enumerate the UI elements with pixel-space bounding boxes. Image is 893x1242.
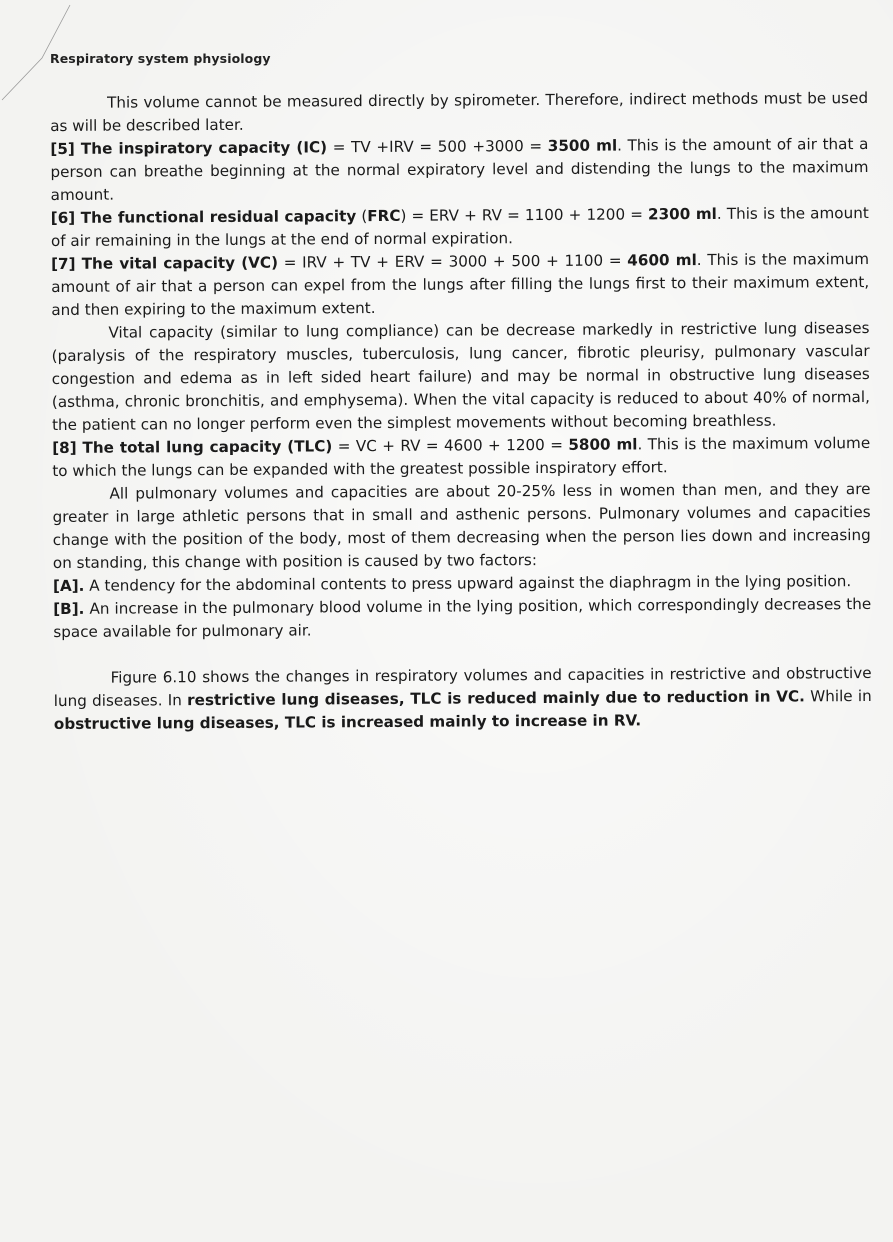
tlc-result: 5800 ml (568, 435, 638, 454)
frc-abbr: FRC (367, 206, 401, 226)
factor-a-label: [A]. (52, 576, 85, 595)
factor-b-label: [B]. (53, 599, 85, 618)
factor-b-text: An increase in the pulmonary blood volume in the lying position, which correspondingly decreases the space available for pulmonary air. (53, 594, 872, 641)
ic-description: . This is the amount of air that a person can breathe beginning at the normal expiratory level and distending the lungs to the maximum amount. (50, 135, 869, 204)
tlc-label: [8] The total lung capacity (TLC) (52, 437, 333, 457)
running-header: Respiratory system physiology (50, 51, 271, 66)
paragraph-total-lung-capacity (52, 432, 870, 483)
tlc-description: . This is the maximum volume to which the lungs can be expanded with the greatest possible inspiratory effort. (52, 433, 871, 480)
figure-ref-restrictive: restrictive lung diseases, TLC is reduced mainly due to reduction in VC. (187, 687, 805, 710)
paragraph-volumes-gender-position: All pulmonary volumes and capacities are about 20-25% less in women than men, and they are greater in large athletic persons that in small and asthenic persons. Pulmonary volumes and capacities change with the position of the body, most of them decreasing when the person lies down and increasing on standing, this change with position is caused by two factors: (52, 479, 871, 572)
frc-abbr-open: ( (356, 207, 368, 226)
document-body (50, 87, 872, 736)
paragraph-inspiratory-capacity (50, 133, 868, 207)
tlc-equation: = VC + RV = 4600 + 1200 = (332, 435, 569, 456)
frc-description: . This is the amount of air remaining in the lungs at the end of normal expiration. (50, 204, 869, 250)
figure-ref-intro: Figure 6.10 shows the changes in respiratory volumes and capacities in restrictive and obstructive lung diseases. In (53, 663, 872, 710)
ic-result: 3500 ml (547, 136, 618, 155)
paragraph-vc-diseases: Vital capacity (similar to lung compliance) can be decrease markedly in restrictive lung diseases (paralysis of the respiratory muscles, tuberculosis, lung cancer, fibrotic pleurisy, pulmonary vascular congestion and edema as in left sided heart failure) and may be normal in obstructive lung diseases (asthma, chronic bronchitis, and emphysema). When the vital capacity is reduced to about 40% of normal, the patient can no longer perform even the simplest movements without becoming breathless. (51, 318, 870, 434)
frc-equation: ) = ERV + RV = 1100 + 1200 = (400, 205, 649, 225)
vc-label: [7] The vital capacity (VC) (50, 253, 279, 273)
paragraph-figure-reference (54, 662, 872, 736)
ic-equation: = TV +IRV = 500 +3000 = (327, 136, 548, 157)
paragraph-indirect-methods: This volume cannot be measured directly by spirometer. Therefore, indirect methods must be used as will be described later. (50, 89, 869, 135)
figure-ref-while: While in (804, 686, 872, 706)
vc-description: . This is the maximum amount of air that a person can expel from the lungs after filling the lungs first to their maximum extent, and then expiring to the maximum extent. (51, 250, 870, 319)
frc-result: 2300 ml (647, 204, 717, 224)
factor-a-text: A tendency for the abdominal contents to press upward against the diaphragm in the lying position. (84, 572, 852, 595)
vc-equation: = IRV + TV + ERV = 3000 + 500 + 1100 = (277, 251, 628, 272)
frc-label: [6] The functional residual capacity (50, 207, 357, 227)
paragraph-vital-capacity (51, 248, 869, 322)
ic-label: [5] The inspiratory capacity (IC) (50, 138, 328, 158)
figure-ref-obstructive: obstructive lung diseases, TLC is increased mainly to increase in RV. (53, 711, 642, 733)
vc-result: 4600 ml (627, 251, 697, 270)
paragraph-functional-residual-capacity (51, 202, 869, 253)
paragraph-factor-b (53, 593, 871, 644)
